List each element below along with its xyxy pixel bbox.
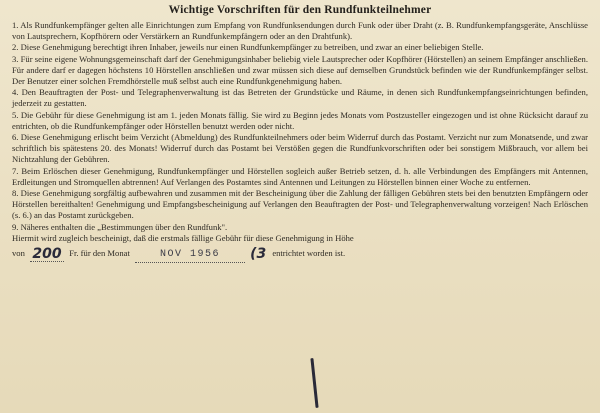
paragraph-6: 6. Diese Genehmigung erlischt beim Verzicht (Abmeldung) des Rundfunkteilnehmers oder beim Widerruf durch das Postamt. Verzicht nur zum Monatsende, und zwar schriftlich bis spätestens 20. des Monats! Widerruf durch das Postamt bei Verstößen gegen die Rundfunkvorschriften oder bei sonstigem Mißbrauch, vor allem bei Nichtzahlung der Gebühren. [12,132,588,165]
paragraph-5: 5. Die Gebühr für diese Genehmigung ist am 1. jeden Monats fällig. Sie wird zu Beginn jedes Monats vom Postzusteller eingezogen und ist ohne Rücksicht darauf zu entrichten, ob die Rundfunkempfänger oder Hörstellen benutzt werden oder nicht. [12,109,588,131]
paragraph-9: 9. Näheres enthalten die „Bestimmungen über den Rundfunk". [12,221,228,232]
document-title: Wichtige Vorschriften für den Rundfunkteilnehmer [168,4,432,16]
paragraph-7: 7. Beim Erlöschen dieser Genehmigung, Rundfunkempfänger und Hörstellen sogleich außer Betrieb setzen, d. h. alle Verbindungen des Empfängers mit Antennen, Erdleitungen und Stromquellen abtrennen! Auf Verlangen des Postamtes sind Antennen und Leitungen zu Hörstellen binnen einer Woche zu entfernen. [12,165,588,187]
payment-suffix: entrichtet worden ist. [272,247,346,258]
paragraph-4: 4. Den Beauftragten der Post- und Telegraphenverwaltung ist das Betreten der Grundstücke und Räume, in denen sich Rundfunkempfangseinrichtungen befinden, jederzeit zu gestatten. [12,87,588,109]
paragraph-2: 2. Diese Genehmigung berechtigt ihren Inhaber, jeweils nur einen Rundfunkempfänger zu betreiben, und zwar an einer beliebigen Stelle. [12,42,484,53]
handwritten-mark: (3 [250,245,267,262]
paragraph-3: 3. Für seine eigene Wohnungsgemeinschaft darf der Genehmigungsinhaber beliebig viele Lautsprecher oder Kopfhörer (Hörstellen) an seinem Empfänger anschließen. Für andere darf er dagegen höchstens 10 Hörstellen anschließen und zwar müssen sich diese auf demselben Grundstück befinden wie der Rundfunkempfänger selbst. Der Benutzer einer solchen Fremdhörstelle muß selbst auch eine Rundfunkgenehmigung haben. [12,53,588,87]
payment-line [12,246,588,263]
paragraph-8: 8. Diese Genehmigung sorgfältig aufbewahren und zusammen mit der Bescheinigung über die Zahlung der fälligen Gebühren stets bei den benutzten Empfängern oder Hörstellen bereithalten! Genehmigung und Empfangsbescheinigung auf Verlangen den Beauftragten der Post- und Telegraphenverwaltung vorzeigen! Nach Erlöschen (s. 6.) an das Postamt zurückgeben. [12,188,588,221]
paragraph-1: 1. Als Rundfunkempfänger gelten alle Einrichtungen zum Empfang von Rundfunksendungen durch Funk oder über Draht (z. B. Rundfunkempfangsgeräte, Anschlüsse von Lautsprechern, Kopfhörern oder Verstärkern an Rundfunkempfängern oder an den Drahtfunk). [12,20,588,42]
payment-prefix: von [12,247,25,258]
stamped-month: NOV 1956 [135,248,245,263]
handwritten-amount: 200 [30,247,64,262]
pen-stroke [310,358,318,408]
certification-text: Hiermit wird zugleich bescheinigt, daß die erstmals fällige Gebühr für diese Genehmigung in Höhe [12,232,354,243]
payment-currency-text: Fr. für den Monat [69,247,130,258]
